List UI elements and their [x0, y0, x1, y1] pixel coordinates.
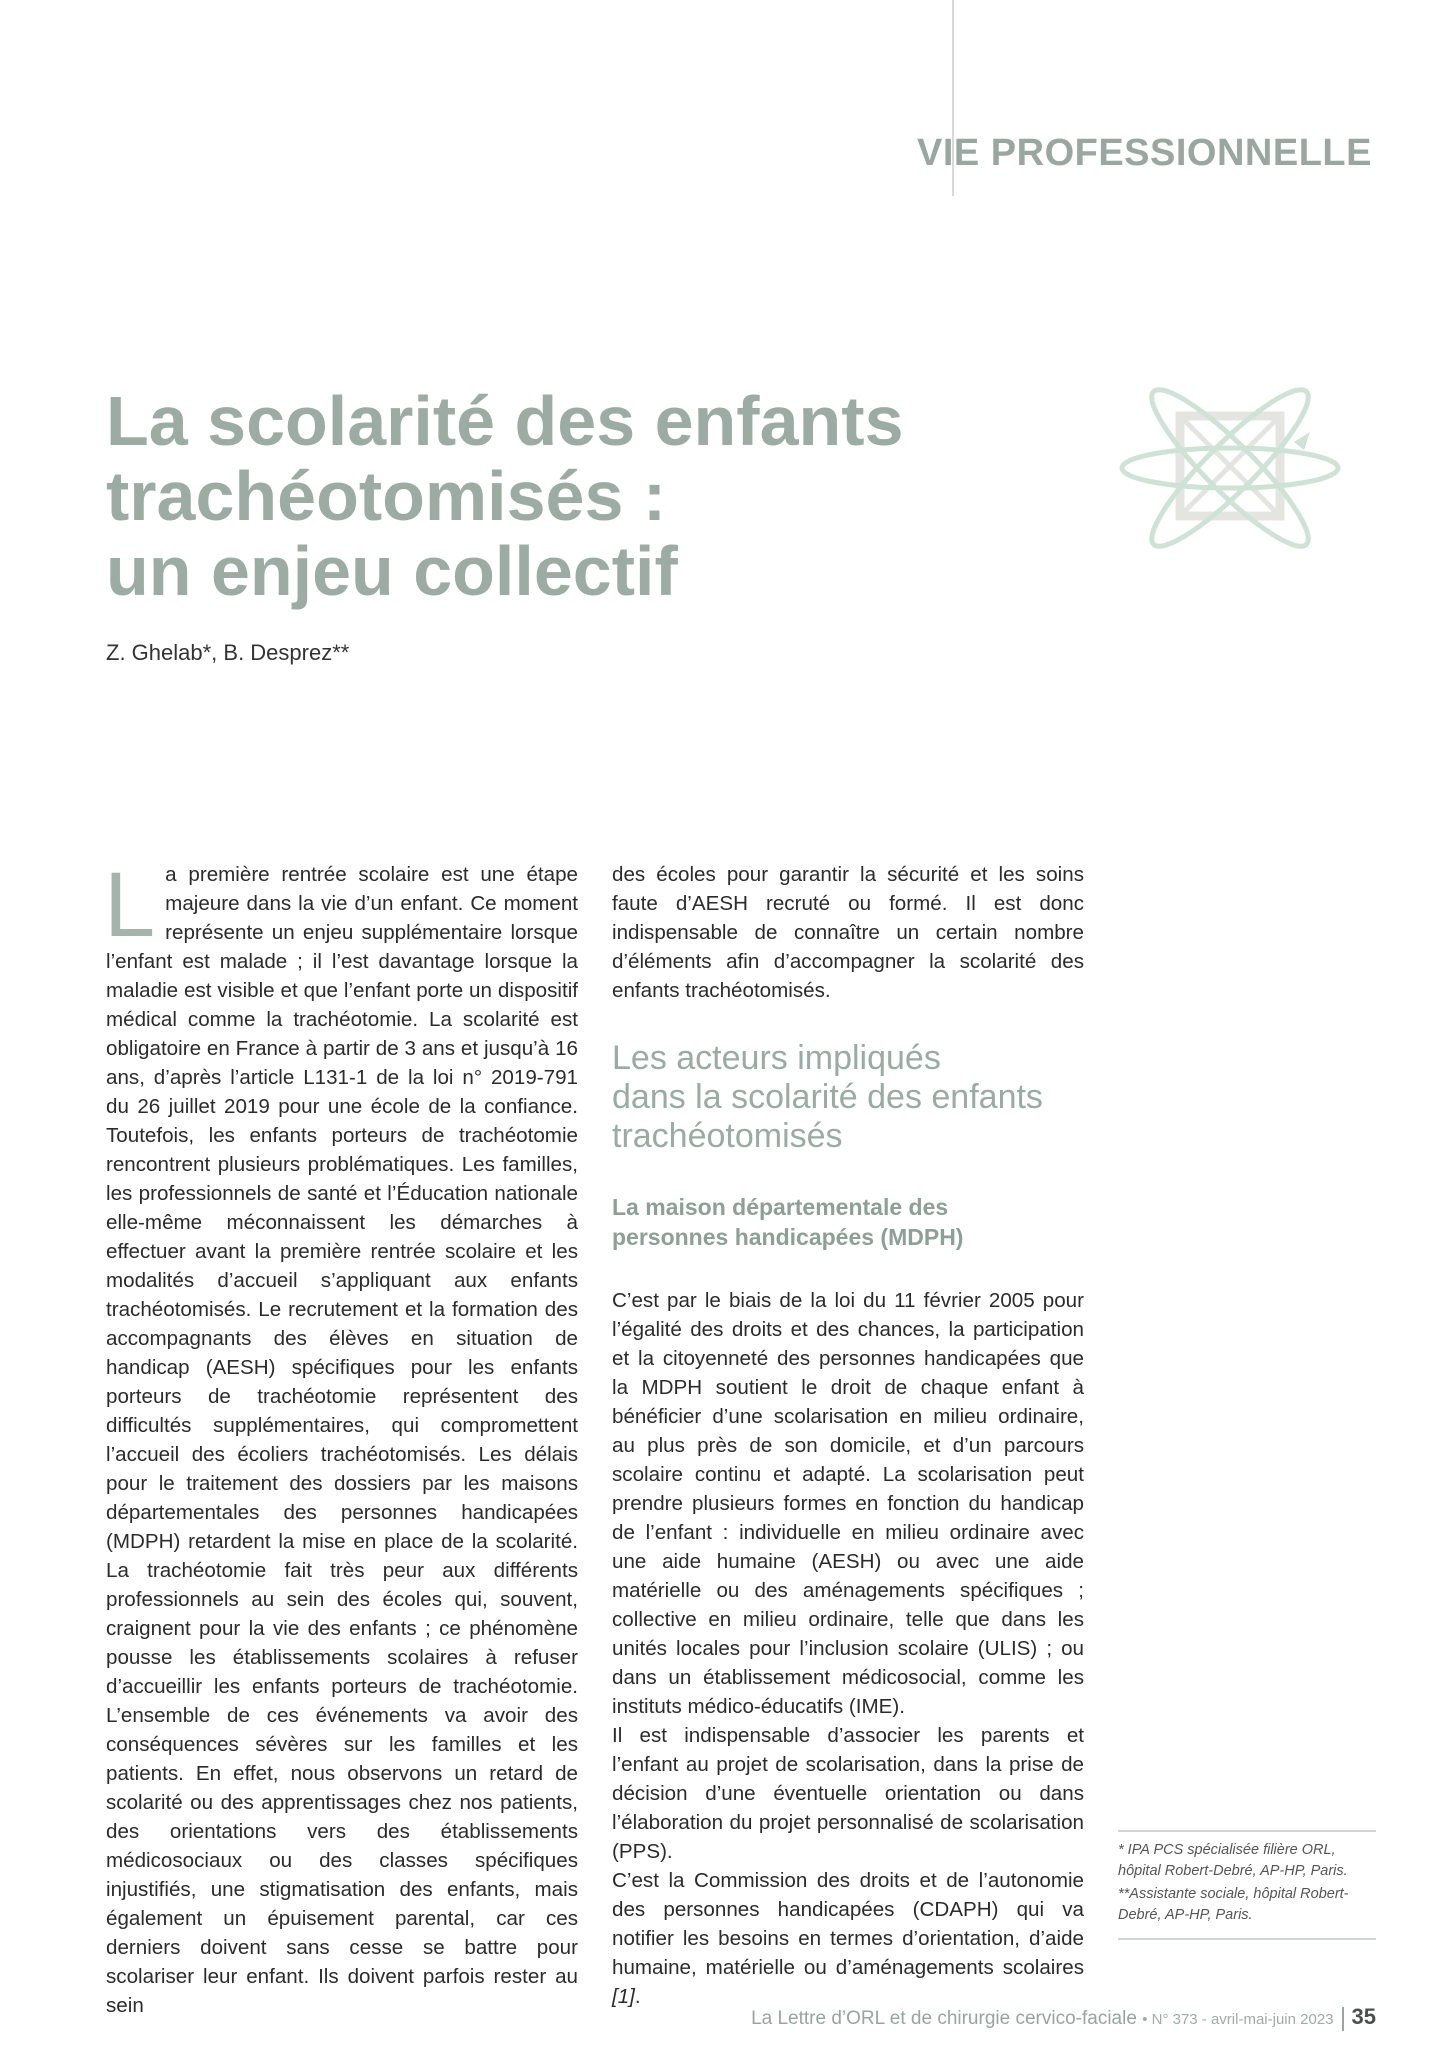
page-number: 35 [1351, 2004, 1376, 2029]
subsection-heading-line-1: La maison départementale des [612, 1194, 949, 1220]
footer-divider [1342, 2007, 1344, 2031]
subsection-heading-line-2: personnes handicapées (MDPH) [612, 1224, 964, 1250]
section-label: VIE PROFESSIONNELLE [916, 132, 1372, 174]
intro-paragraph [104, 854, 578, 2020]
left-column [104, 854, 578, 2020]
section-heading-line-1: Les acteurs impliqués [612, 1039, 941, 1077]
title-line-3: un enjeu collectif [106, 532, 678, 610]
section-heading [612, 1039, 1084, 1156]
mdph-paragraph-1: C’est par le biais de la loi du 11 février 2005 pour l’égalité des droits et des chances, la participation et la citoyenneté des personnes handicapées que la MDPH soutient le droit de chaque enfant à bénéficier d’une scolarisation en milieu ordinaire, au plus près de son domicile, et d’un parcours scolaire continu et adapté. La scolarisation peut prendre plusieurs formes en fonction du handicap de l’enfant : individuelle en milieu ordinaire avec une aide humaine (AESH) ou avec une aide matérielle ou des aménagements spécifiques ; collective en milieu ordinaire, telle que dans les unités locales pour l’inclusion scolaire (ULIS) ; ou dans un établissement médicosocial, comme les instituts médico-éducatifs (IME). [612, 1289, 1084, 1718]
para3-end: . [634, 1985, 641, 2008]
drop-cap: L [104, 854, 156, 956]
page-footer [751, 2004, 1376, 2031]
author-footnotes [1118, 1830, 1376, 1940]
mdph-paragraph-2: Il est indispensable d’associer les parents et l’enfant au projet de scolarisation, dans la prise de décision d’une éventuelle orientation ou dans l’élaboration du projet personnalisé de scolarisation (PPS). [612, 1724, 1084, 1863]
subsection-heading [612, 1192, 1084, 1252]
authors: Z. Ghelab*, B. Desprez** [106, 640, 350, 665]
footnote-2: **Assistante sociale, hôpital Robert-Debré, AP-HP, Paris. [1118, 1886, 1349, 1923]
footnote-1: * IPA PCS spécialisée filière ORL, hôpital Robert-Debré, AP-HP, Paris. [1118, 1842, 1348, 1879]
section-heading-line-3: trachéotomisés [612, 1117, 843, 1155]
section-heading-line-2: dans la scolarité des enfants [612, 1078, 1043, 1116]
intro-continuation: des écoles pour garantir la sécurité et les soins faute d’AESH recruté ou formé. Il est donc indispensable de connaître un certain nombre d’éléments afin d’accompagner la scolarité des enfants trachéotomisés. [612, 863, 1084, 1002]
para3-text: C’est la Commission des droits et de l’autonomie des personnes handicapées (CDAPH) qui va notifier les besoins en termes d’orientation, d’aide humaine, matérielle ou d’aménagements scolaires [612, 1869, 1084, 1979]
reference-link[interactable]: [1] [612, 1985, 635, 2008]
journal-name: La Lettre d’ORL et de chirurgie cervico-faciale [751, 2008, 1137, 2029]
title-line-2: trachéotomisés : [106, 457, 667, 535]
intro-text: a première rentrée scolaire est une étape majeure dans la vie d’un enfant. Ce moment représente un enjeu supplémentaire lorsque l’enfant est malade ; il l’est davantage lorsque la maladie est visible et que l’enfant porte un dispositif médical comme la trachéotomie. La scolarité est obligatoire en France à partir de 3 ans et jusqu’à 16 ans, d’après l’article L131-1 de la loi n° 2019-791 du 26 juillet 2019 pour une école de la confiance. Toutefois, les enfants porteurs de trachéotomie rencontrent plusieurs problématiques. Les familles, les professionnels de santé et l’Éducation nationale elle-même méconnaissent les démarches à effectuer avant la première rentrée scolaire et les modalités d’accueil s’appliquant aux enfants trachéotomisés. Le recrutement et la formation des accompagnants des élèves en situation de handicap (AESH) spécifiques pour les enfants porteurs de trachéotomie représentent des difficultés supplémentaires, qui compromettent l’accueil des écoliers trachéotomisés. Les délais pour le traitement des dossiers par les maisons départementales des personnes handicapées (MDPH) retardent la mise en place de la scolarité. La trachéotomie fait très peur aux différents professionnels au sein des écoles qui, souvent, craignent pour la vie des enfants ; ce phénomène pousse les établissements scolaires à refuser d’accueillir les enfants porteurs de trachéotomie. L’ensemble de ces événements va avoir des conséquences sévères sur les familles et les patients. En effet, nous observons un retard de scolarité ou des apprentissages chez nos patients, des orientations vers des établissements médicosociaux ou des classes spécifiques injustifiés, une stigmatisation des enfants, mais également un épuisement parental, car ces derniers doivent sans cesse se battre pour scolariser leur enfant. Ils doivent parfois rester au sein [106, 863, 578, 2017]
right-column [612, 860, 1084, 2011]
atom-square-logo-icon [1118, 380, 1342, 576]
article-title [106, 384, 926, 609]
issue-info: • N° 373 - avril-mai-juin 2023 [1142, 2011, 1334, 2028]
title-line-1: La scolarité des enfants [106, 382, 904, 460]
mdph-paragraph-3 [612, 1866, 1084, 2011]
